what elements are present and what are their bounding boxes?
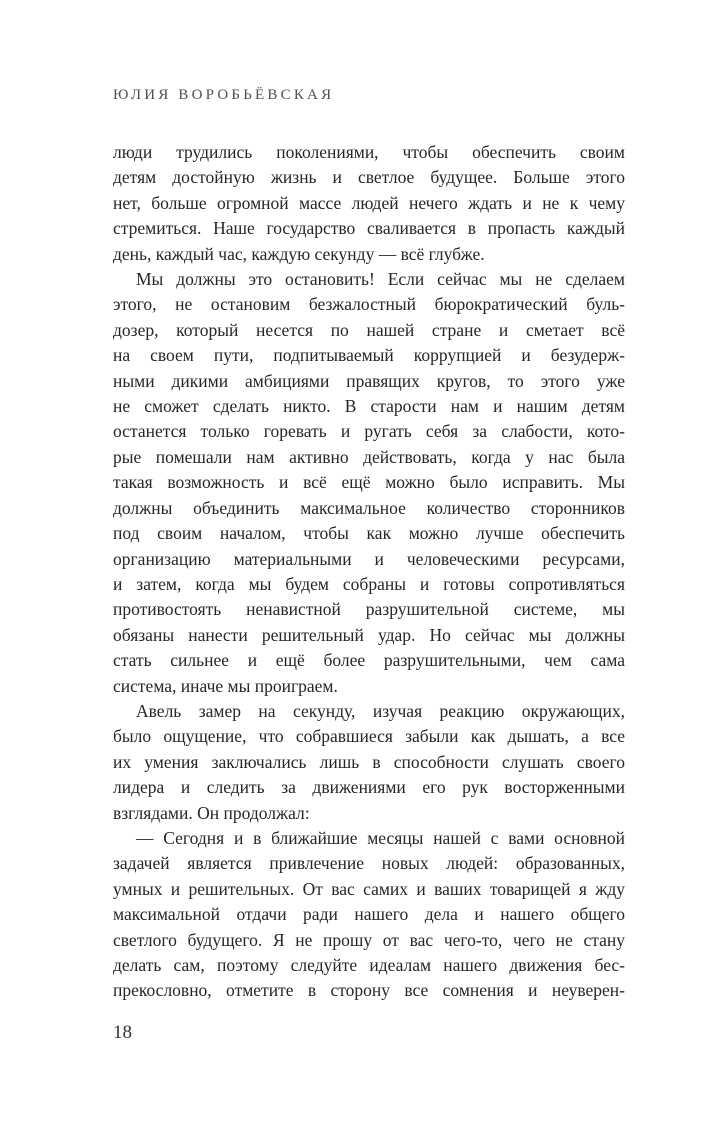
text-line: система, иначе мы проиграем. xyxy=(113,675,338,696)
paragraph xyxy=(113,826,625,1004)
paragraph xyxy=(113,140,625,267)
text-line: задачей является привлечение новых людей: образованных, xyxy=(113,853,625,874)
text-line: взглядами. Он продолжал: xyxy=(113,802,310,823)
text-line: на своем пути, подпитываемый коррупцией и безудерж- xyxy=(113,345,625,366)
running-header-author: ЮЛИЯ ВОРОБЬЁВСКАЯ xyxy=(113,87,335,103)
text-line: противостоять ненавистной разрушительной системе, мы xyxy=(113,599,625,620)
text-line: Авель замер на секунду, изучая реакцию окружающих, xyxy=(136,700,625,721)
text-line: Мы должны это остановить! Если сейчас мы не сделаем xyxy=(136,269,625,290)
text-line: умных и решительных. От вас самих и ваших товарищей я жду xyxy=(113,878,625,899)
text-line: и затем, когда мы будем собраны и готовы сопротивляться xyxy=(113,573,625,594)
text-line: делать сам, поэтому следуйте идеалам нашего движения бес- xyxy=(113,955,625,975)
paragraph xyxy=(113,267,625,699)
text-line: нет, больше огромной массе людей нечего ждать и не к чему xyxy=(113,192,625,213)
text-line: их умения заключались лишь в способности слушать своего xyxy=(113,751,625,772)
text-line: останется только горевать и ругать себя за слабости, кото- xyxy=(113,421,625,442)
text-line: должны объединить максимальное количество сторонников xyxy=(113,497,625,518)
paragraph xyxy=(113,699,625,826)
text-line: лидера и следить за движениями его рук восторженными xyxy=(113,777,625,798)
text-line: обязаны нанести решительный удар. Но сейчас мы должны xyxy=(113,624,625,645)
text-line: организацию материальными и человеческими ресурсами, xyxy=(113,548,625,569)
text-line: стремиться. Наше государство сваливается в пропасть каждый xyxy=(113,218,625,239)
text-line: — Сегодня и в ближайшие месяцы нашей с вами основной xyxy=(136,827,625,848)
text-line: этого, не остановим безжалостный бюрократический буль- xyxy=(113,294,625,315)
text-line: люди трудились поколениями, чтобы обеспечить своим xyxy=(113,142,625,162)
text-line: детям достойную жизнь и светлое будущее. Больше этого xyxy=(113,167,625,188)
text-line: максимальной отдачи ради нашего дела и нашего общего xyxy=(113,904,625,925)
text-line: рые помешали нам активно действовать, когда у нас была xyxy=(113,446,625,467)
body-text xyxy=(113,140,625,1004)
text-line: дозер, который несется по нашей стране и сметает всё xyxy=(113,319,625,340)
text-line: светлого будущего. Я не прошу от вас чего-то, чего не стану xyxy=(113,929,625,950)
text-line: было ощущение, что собравшиеся забыли как дышать, а все xyxy=(113,726,625,747)
text-line: прекословно, отметите в сторону все сомнения и неуверен- xyxy=(113,980,625,1001)
text-line: такая возможность и всё ещё можно было исправить. Мы xyxy=(113,472,625,493)
text-line: не сможет сделать никто. В старости нам и нашим детям xyxy=(113,396,625,417)
text-line: стать сильнее и ещё более разрушительными, чем сама xyxy=(113,650,625,671)
text-line: день, каждый час, каждую секунду — всё глубже. xyxy=(113,243,485,264)
text-line: ными дикими амбициями правящих кругов, то этого уже xyxy=(113,370,625,391)
page-number: 18 xyxy=(113,1022,132,1043)
text-line: под своим началом, чтобы как можно лучше обеспечить xyxy=(113,523,625,544)
